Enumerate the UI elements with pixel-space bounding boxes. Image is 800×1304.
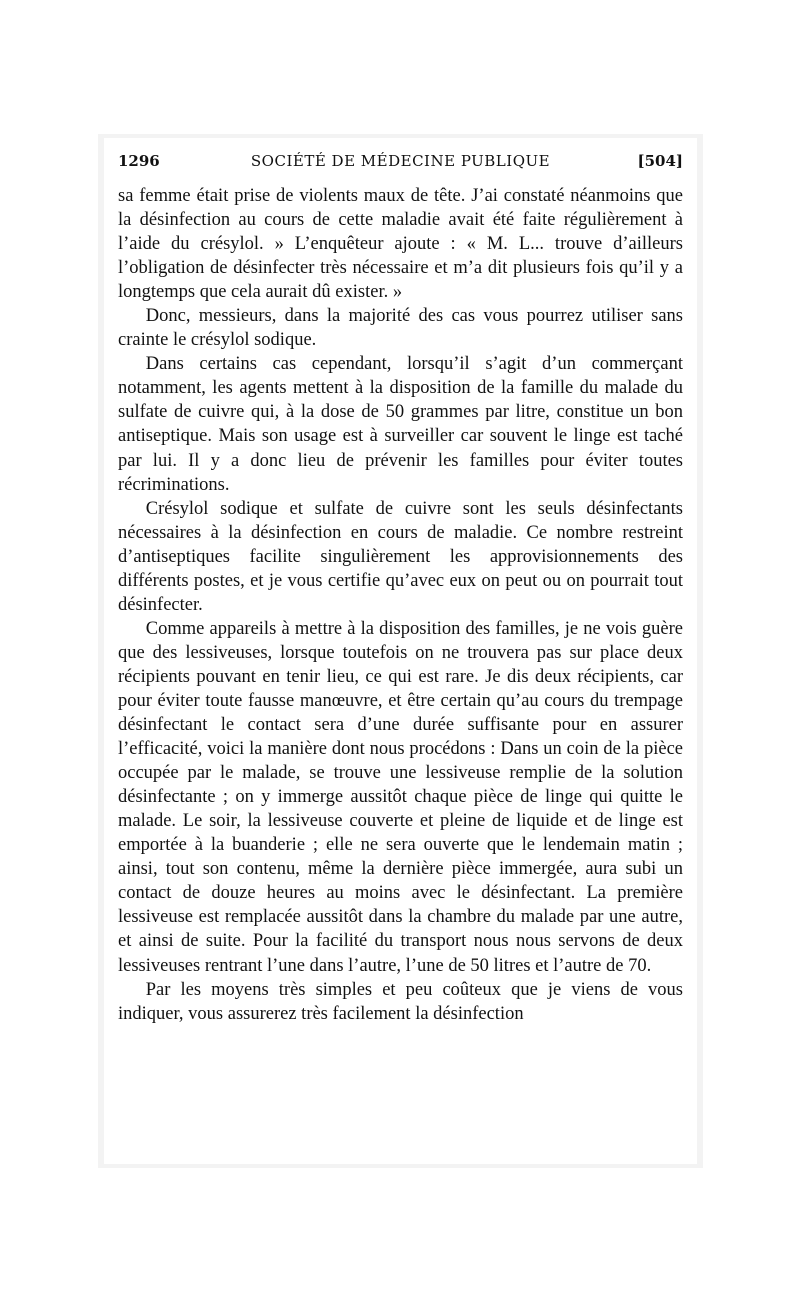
paragraph-continued: sa femme était prise de violents maux de tête. J’ai constaté néanmoins que la désinfection au cours de cette maladie avait été faite régulièrement à l’aide du crésylol. » L’enquêteur ajoute : « M. L... trouve d’ailleurs l’obligation de désinfecter très nécessaire et m’a dit plusieurs fois qu’il y a longtemps que cela aurait dû exister. »: [118, 186, 683, 303]
body-text: [118, 184, 683, 1026]
section-reference: [504]: [637, 152, 683, 170]
paragraph: Dans certains cas cependant, lorsqu’il s’agit d’un commerçant notamment, les agents mettent à la disposition de la famille du malade du sulfate de cuivre qui, à la dose de 50 grammes par litre, constitue un bon antiseptique. Mais son usage est à surveiller car souvent le linge est taché par lui. Il y a donc lieu de prévenir les familles pour éviter toutes récriminations.: [118, 354, 683, 495]
page-leaf: [104, 138, 697, 1164]
paragraph: Donc, messieurs, dans la majorité des cas vous pourrez utiliser sans crainte le crésylol sodique.: [118, 306, 683, 351]
running-title: SOCIÉTÉ DE MÉDECINE PUBLIQUE: [250, 152, 551, 170]
paragraph: Comme appareils à mettre à la disposition des familles, je ne vois guère que des lessiveuses, lorsque toutefois on ne trouvera pas sur place deux récipients pouvant en tenir lieu, ce qui est rare. Je dis deux récipients, car pour éviter toute fausse manœuvre, et être certain qu’au cours du trempage désinfectant le contact sera d’une durée suffisante pour en assurer l’efficacité, voici la manière dont nous procédons : Dans un coin de la pièce occupée par le malade, se trouve une lessiveuse remplie de la solution désinfectante ; on y immerge aussitôt chaque pièce de linge qui quitte le malade. Le soir, la lessiveuse couverte et pleine de liquide et de linge est emportée à la buanderie ; elle ne sera ouverte que le lendemain matin ; ainsi, tout son contenu, même la dernière pièce immergée, aura subi un contact de douze heures au moins avec le désinfectant. La première lessiveuse est remplacée aussitôt dans la chambre du malade par une autre, et ainsi de suite. Pour la facilité du transport nous nous servons de deux lessiveuses rentrant l’une dans l’autre, l’une de 50 litres et l’autre de 70.: [118, 618, 683, 976]
paragraph: Crésylol sodique et sulfate de cuivre sont les seuls désinfectants nécessaires à la désinfection en cours de maladie. Ce nombre restreint d’antiseptiques facilite singulièrement les approvisionnements des différents postes, et je vous certifie qu’avec eux on peut ou on pourrait tout désinfecter.: [118, 498, 683, 615]
scanned-page: [98, 134, 703, 1168]
running-header: [118, 152, 683, 176]
page-number: 1296: [118, 152, 160, 170]
paragraph: Par les moyens très simples et peu coûteux que je viens de vous indiquer, vous assurerez très facilement la désinfection: [118, 979, 683, 1024]
